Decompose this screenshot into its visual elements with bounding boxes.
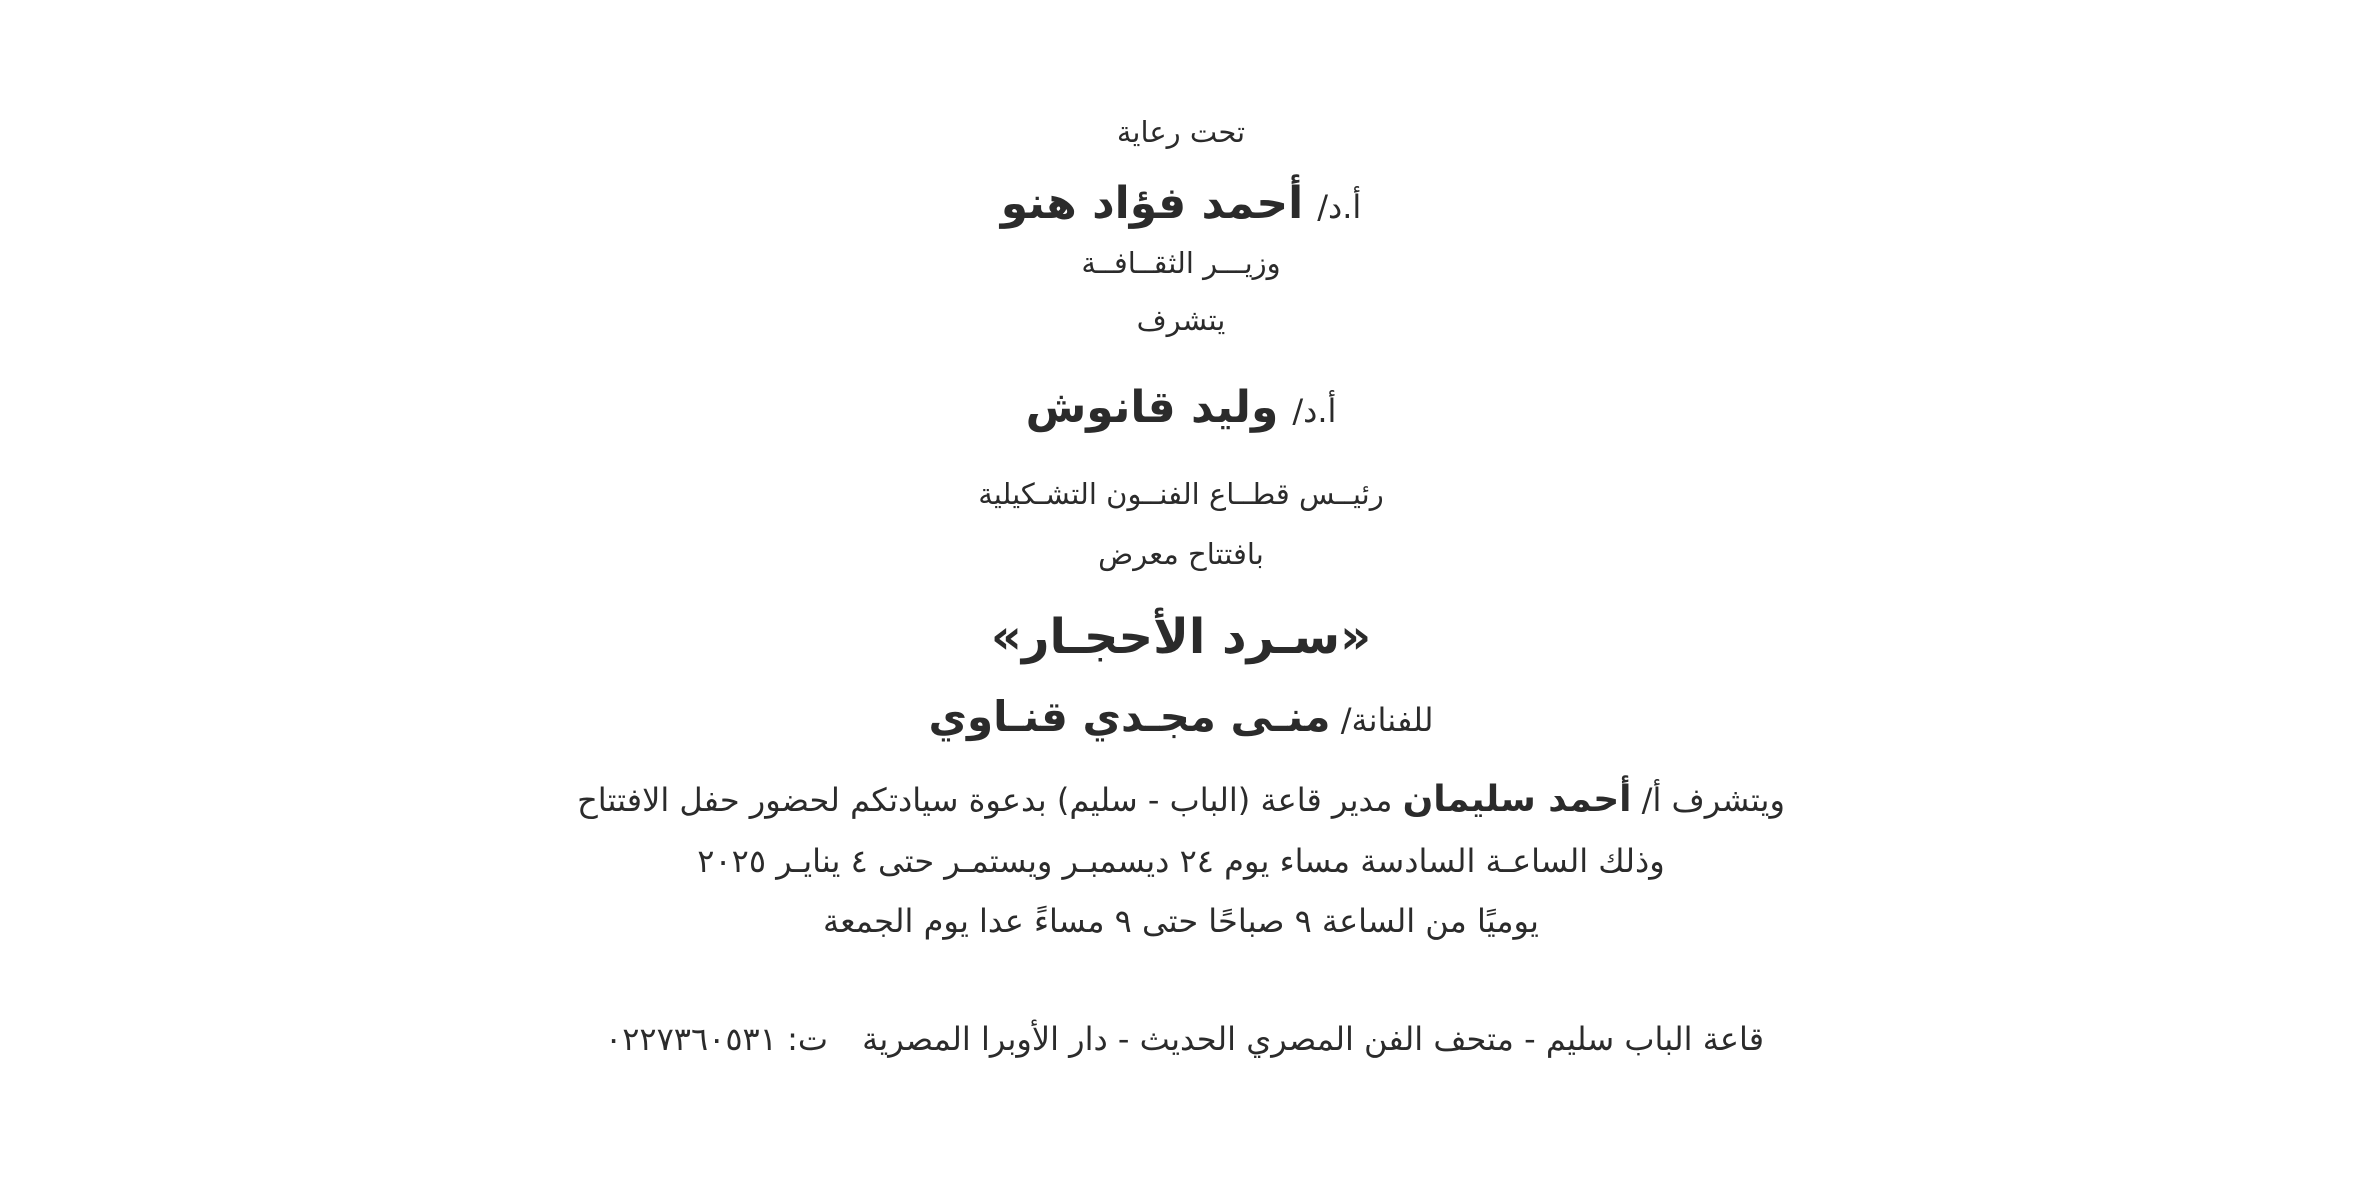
host-name: وليد قانوش <box>1025 382 1279 433</box>
artist-prefix: للفنانة/ <box>1340 701 1434 739</box>
patron-name-line <box>0 178 2362 229</box>
host-name-line <box>0 382 2362 433</box>
venue-address: قاعة الباب سليم - متحف الفن المصري الحديث - دار الأوبرا المصرية <box>862 1020 1764 1058</box>
invite-line <box>0 779 2362 820</box>
host-prefix: أ.د/ <box>1292 392 1337 430</box>
artist-line <box>0 692 2362 741</box>
exhibition-title: «سـرد الأحجـار» <box>990 609 1372 665</box>
patron-role: وزيـــر الثقــافــة <box>1081 246 1281 280</box>
phone-number: ت: ٠٢٢٧٣٦٠٥٣١ <box>605 1020 828 1058</box>
honored-verb: يتشرف <box>1136 303 1226 337</box>
patron-name: أحمد فؤاد هنو <box>1000 178 1304 229</box>
invite-before: ويتشرف أ/ <box>1641 781 1785 819</box>
schedule-line-1: وذلك الساعـة السادسة مساء يوم ٢٤ ديسمبـر ويستمـر حتى ٤ ينايـر ٢٠٢٥ <box>697 842 1665 880</box>
patron-prefix: أ.د/ <box>1317 188 1362 226</box>
artist-name: منـى مجـدي قنـاوي <box>928 692 1331 741</box>
host-role: رئيــس قطــاع الفنــون التشـكيلية <box>978 477 1384 511</box>
invite-after: مدير قاعة (الباب - سليم) بدعوة سيادتكم لحضور حفل الافتتاح <box>577 781 1393 819</box>
patronage-intro: تحت رعاية <box>1116 115 1246 149</box>
schedule-line-2: يوميًا من الساعة ٩ صباحًا حتى ٩ مساءً عدا يوم الجمعة <box>823 902 1539 940</box>
invite-host-name: أحمد سليمان <box>1402 779 1632 820</box>
opening-text: بافتتاح معرض <box>1098 537 1264 571</box>
